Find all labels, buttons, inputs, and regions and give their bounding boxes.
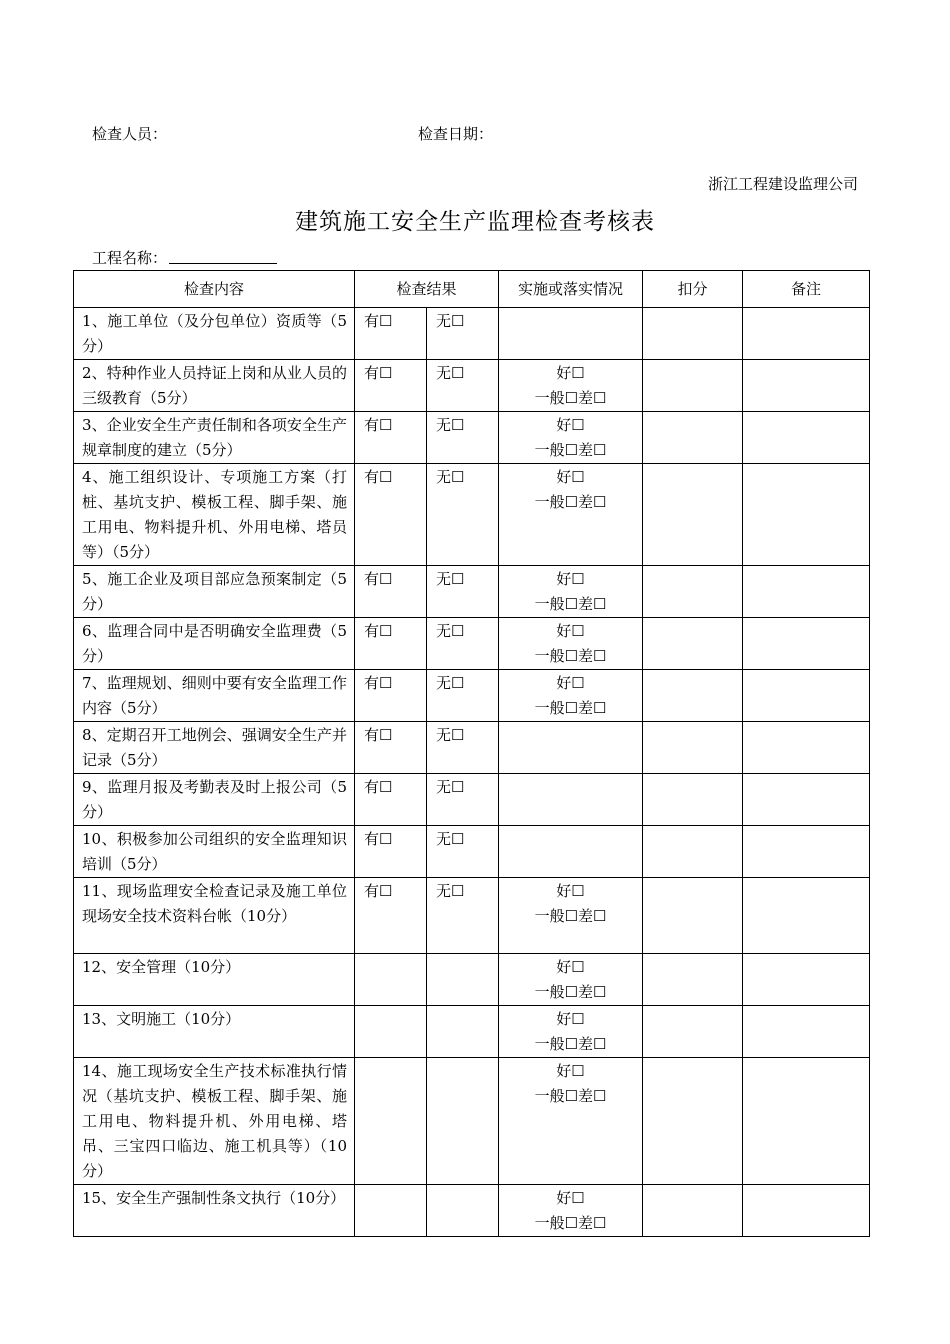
result-yes-checkbox — [355, 954, 427, 1006]
remarks-cell[interactable] — [743, 1185, 870, 1237]
check-item: 14、施工现场安全生产技术标准执行情况（基坑支护、模板工程、脚手架、施工用电、物料提升机、外用电梯、塔吊、三宝四口临边、施工机具等）（10分） — [74, 1058, 355, 1185]
table-row — [74, 618, 870, 670]
table-row — [74, 1185, 870, 1237]
result-yes-checkbox[interactable]: 有☐ — [355, 826, 427, 878]
check-item: 9、监理月报及考勤表及时上报公司（5分） — [74, 774, 355, 826]
fair-poor-checkbox-options[interactable]: 一般☐差☐ — [534, 699, 607, 717]
deduction-cell[interactable] — [643, 1185, 743, 1237]
good-checkbox-option[interactable]: 好☐ — [556, 1010, 585, 1028]
deduction-cell[interactable] — [643, 464, 743, 566]
col-header-implementation: 实施或落实情况 — [499, 271, 643, 308]
implementation-cell — [499, 308, 643, 360]
result-no-checkbox — [427, 954, 499, 1006]
implementation-cell — [499, 878, 643, 954]
good-checkbox-option[interactable]: 好☐ — [556, 364, 585, 382]
implementation-cell — [499, 1185, 643, 1237]
result-no-checkbox[interactable]: 无☐ — [427, 412, 499, 464]
result-no-checkbox[interactable]: 无☐ — [427, 774, 499, 826]
page-title: 建筑施工安全生产监理检查考核表 — [295, 209, 655, 235]
result-no-checkbox — [427, 1185, 499, 1237]
col-header-content: 检查内容 — [74, 271, 355, 308]
check-item: 15、安全生产强制性条文执行（10分） — [74, 1185, 355, 1237]
check-item: 1、施工单位（及分包单位）资质等（5分） — [74, 308, 355, 360]
check-item: 4、施工组织设计、专项施工方案（打桩、基坑支护、模板工程、脚手架、施工用电、物料提升机、外用电梯、塔员等）（5分） — [74, 464, 355, 566]
good-checkbox-option[interactable]: 好☐ — [556, 674, 585, 692]
inspection-date-label: 检查日期： — [418, 125, 494, 143]
deduction-cell[interactable] — [643, 308, 743, 360]
result-no-checkbox[interactable]: 无☐ — [427, 618, 499, 670]
project-name-line — [92, 247, 277, 268]
deduction-cell[interactable] — [643, 412, 743, 464]
table-row — [74, 566, 870, 618]
good-checkbox-option[interactable]: 好☐ — [556, 1189, 585, 1207]
fair-poor-checkbox-options[interactable]: 一般☐差☐ — [534, 1087, 607, 1105]
remarks-cell[interactable] — [743, 618, 870, 670]
good-checkbox-option[interactable]: 好☐ — [556, 1062, 585, 1080]
check-item: 5、施工企业及项目部应急预案制定（5分） — [74, 566, 355, 618]
implementation-cell — [499, 1006, 643, 1058]
check-item: 3、企业安全生产责任制和各项安全生产规章制度的建立（5分） — [74, 412, 355, 464]
deduction-cell[interactable] — [643, 566, 743, 618]
deduction-cell[interactable] — [643, 360, 743, 412]
table-header-row — [74, 271, 870, 308]
deduction-cell[interactable] — [643, 670, 743, 722]
inspection-table — [73, 270, 870, 1237]
table-row — [74, 722, 870, 774]
result-no-checkbox[interactable]: 无☐ — [427, 308, 499, 360]
good-checkbox-option[interactable]: 好☐ — [556, 958, 585, 976]
result-no-checkbox[interactable]: 无☐ — [427, 566, 499, 618]
result-yes-checkbox[interactable]: 有☐ — [355, 722, 427, 774]
check-item: 7、监理规划、细则中要有安全监理工作内容（5分） — [74, 670, 355, 722]
implementation-cell — [499, 464, 643, 566]
remarks-cell[interactable] — [743, 1006, 870, 1058]
company-name: 浙江工程建设监理公司 — [707, 175, 858, 193]
check-item: 12、安全管理（10分） — [74, 954, 355, 1006]
deduction-cell[interactable] — [643, 878, 743, 954]
implementation-cell — [499, 412, 643, 464]
table-row — [74, 826, 870, 878]
implementation-cell — [499, 774, 643, 826]
deduction-cell[interactable] — [643, 774, 743, 826]
remarks-cell[interactable] — [743, 826, 870, 878]
table-row — [74, 1058, 870, 1185]
remarks-cell[interactable] — [743, 670, 870, 722]
remarks-cell[interactable] — [743, 412, 870, 464]
result-yes-checkbox — [355, 1058, 427, 1185]
implementation-cell — [499, 670, 643, 722]
table-row — [74, 878, 870, 954]
col-header-result: 检查结果 — [355, 271, 499, 308]
implementation-cell — [499, 360, 643, 412]
fair-poor-checkbox-options[interactable]: 一般☐差☐ — [534, 441, 607, 459]
implementation-cell — [499, 618, 643, 670]
implementation-cell — [499, 1058, 643, 1185]
result-yes-checkbox[interactable]: 有☐ — [355, 878, 427, 954]
table-row — [74, 360, 870, 412]
result-yes-checkbox[interactable]: 有☐ — [355, 464, 427, 566]
table-row — [74, 774, 870, 826]
table-row — [74, 670, 870, 722]
fair-poor-checkbox-options[interactable]: 一般☐差☐ — [534, 1214, 607, 1232]
result-no-checkbox[interactable]: 无☐ — [427, 464, 499, 566]
remarks-cell[interactable] — [743, 566, 870, 618]
result-yes-checkbox — [355, 1006, 427, 1058]
remarks-cell[interactable] — [743, 954, 870, 1006]
fair-poor-checkbox-options[interactable]: 一般☐差☐ — [534, 1035, 607, 1053]
result-yes-checkbox[interactable]: 有☐ — [355, 618, 427, 670]
table-row — [74, 954, 870, 1006]
good-checkbox-option[interactable]: 好☐ — [556, 570, 585, 588]
deduction-cell[interactable] — [643, 1006, 743, 1058]
table-row — [74, 1006, 870, 1058]
implementation-cell — [499, 722, 643, 774]
fair-poor-checkbox-options[interactable]: 一般☐差☐ — [534, 907, 607, 925]
result-yes-checkbox[interactable]: 有☐ — [355, 566, 427, 618]
remarks-cell[interactable] — [743, 464, 870, 566]
implementation-cell — [499, 826, 643, 878]
result-no-checkbox[interactable]: 无☐ — [427, 878, 499, 954]
result-no-checkbox[interactable]: 无☐ — [427, 722, 499, 774]
remarks-cell[interactable] — [743, 878, 870, 954]
result-no-checkbox[interactable]: 无☐ — [427, 360, 499, 412]
table-row — [74, 412, 870, 464]
check-item: 13、文明施工（10分） — [74, 1006, 355, 1058]
implementation-cell — [499, 954, 643, 1006]
fair-poor-checkbox-options[interactable]: 一般☐差☐ — [534, 595, 607, 613]
result-no-checkbox[interactable]: 无☐ — [427, 670, 499, 722]
fair-poor-checkbox-options[interactable]: 一般☐差☐ — [534, 493, 607, 511]
result-no-checkbox[interactable]: 无☐ — [427, 826, 499, 878]
deduction-cell[interactable] — [643, 954, 743, 1006]
fair-poor-checkbox-options[interactable]: 一般☐差☐ — [534, 983, 607, 1001]
check-item: 6、监理合同中是否明确安全监理费（5分） — [74, 618, 355, 670]
fair-poor-checkbox-options[interactable]: 一般☐差☐ — [534, 647, 607, 665]
project-name-blank[interactable] — [169, 249, 277, 264]
remarks-cell[interactable] — [743, 360, 870, 412]
check-item: 2、特种作业人员持证上岗和从业人员的三级教育（5分） — [74, 360, 355, 412]
deduction-cell[interactable] — [643, 826, 743, 878]
check-item: 8、定期召开工地例会、强调安全生产并记录（5分） — [74, 722, 355, 774]
implementation-cell — [499, 566, 643, 618]
fair-poor-checkbox-options[interactable]: 一般☐差☐ — [534, 389, 607, 407]
table-row — [74, 464, 870, 566]
inspector-label: 检查人员： — [92, 125, 168, 143]
check-item: 10、积极参加公司组织的安全监理知识培训（5分） — [74, 826, 355, 878]
remarks-cell[interactable] — [743, 722, 870, 774]
good-checkbox-option[interactable]: 好☐ — [556, 416, 585, 434]
col-header-remarks: 备注 — [743, 271, 870, 308]
result-yes-checkbox[interactable]: 有☐ — [355, 308, 427, 360]
good-checkbox-option[interactable]: 好☐ — [556, 468, 585, 486]
good-checkbox-option[interactable]: 好☐ — [556, 882, 585, 900]
result-yes-checkbox[interactable]: 有☐ — [355, 774, 427, 826]
remarks-cell[interactable] — [743, 308, 870, 360]
result-yes-checkbox[interactable]: 有☐ — [355, 360, 427, 412]
result-yes-checkbox — [355, 1185, 427, 1237]
col-header-deduction: 扣分 — [643, 271, 743, 308]
deduction-cell[interactable] — [643, 618, 743, 670]
project-name-label: 工程名称： — [92, 249, 168, 267]
remarks-cell[interactable] — [743, 1058, 870, 1185]
result-yes-checkbox[interactable]: 有☐ — [355, 670, 427, 722]
result-no-checkbox — [427, 1006, 499, 1058]
deduction-cell[interactable] — [643, 1058, 743, 1185]
good-checkbox-option[interactable]: 好☐ — [556, 622, 585, 640]
remarks-cell[interactable] — [743, 774, 870, 826]
table-row — [74, 308, 870, 360]
result-yes-checkbox[interactable]: 有☐ — [355, 412, 427, 464]
result-no-checkbox — [427, 1058, 499, 1185]
check-item: 11、现场监理安全检查记录及施工单位现场安全技术资料台帐（10分） — [74, 878, 355, 954]
deduction-cell[interactable] — [643, 722, 743, 774]
